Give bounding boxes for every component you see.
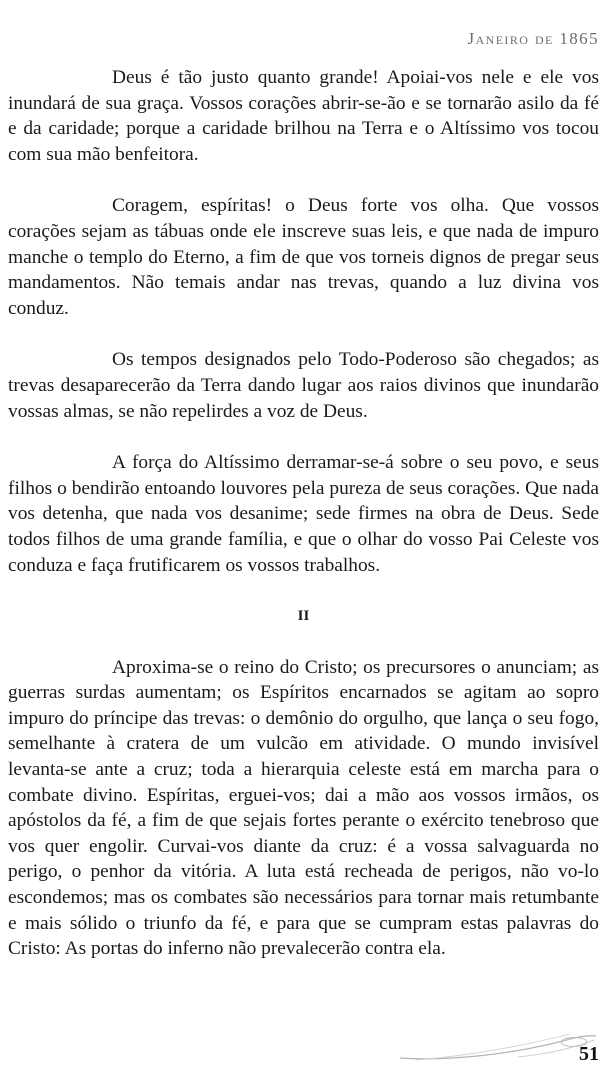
running-head: Janeiro de 1865 (467, 29, 599, 48)
section-heading: II (297, 608, 310, 625)
page-number: 51 (579, 1043, 599, 1065)
paragraph: Os tempos designados pelo Todo-Poderoso são chegados; as trevas desaparecerão da Terra dando lugar aos raios divinos que inundarão vossas almas, se não repelirdes a voz de Deus. (8, 349, 599, 422)
main-text (8, 65, 599, 988)
swash-ornament-icon (398, 1030, 598, 1066)
paragraph: Coragem, espíritas! o Deus forte vos olha. Que vossos corações sejam as tábuas onde ele inscreve suas leis, e que nada de impuro manche o templo do Eterno, a fim de que vos torneis dignos de pregar seus mandamentos. Não temais andar nas trevas, quando a luz divina vos conduz. (8, 195, 599, 319)
paragraph: A força do Altíssimo derramar-se-á sobre o seu povo, e seus filhos o bendirão entoando louvores pela pureza de seus corações. Que nada vos detenha, que nada vos desanime; sede firmes na obra de Deus. Sede todos filhos de uma grande família, e que o olhar do vosso Pai Celeste vos conduza e faça frutificarem os vossos trabalhos. (8, 452, 599, 576)
paragraph: Aproxima-se o reino do Cristo; os precursores o anunciam; as guerras surdas aumentam; os Espíritos encarnados se agitam ao sopro impuro do príncipe das trevas: o demônio do orgulho, que lança o seu fogo, semelhante à cratera de um vulcão em atividade. O mundo invisível levanta-se ante a cruz; toda a hierarquia celeste está em marcha para o combate divino. Espíritas, erguei-vos; dai a mão aos vossos irmãos, os apóstolos da fé, a fim de que sejais fortes perante o exército tenebroso que vos quer engolir. Curvai-vos diante da cruz: é a vossa salvaguarda no perigo, o penhor da vitória. A luta está recheada de perigos, não vo-lo escondemos; mas os combates são necessários para tornar mais retumbante e mais sólido o triunfo da fé, e para que se cumpram estas palavras do Cristo: As portas do inferno não prevalecerão contra ela. (8, 656, 599, 960)
paragraph: Deus é tão justo quanto grande! Apoiai-vos nele e ele vos inundará de sua graça. Vossos corações abrir-se-ão e se tornarão asilo da fé e da caridade; porque a caridade brilhou na Terra e o Altíssimo vos tocou com sua mão benfeitora. (8, 67, 599, 165)
